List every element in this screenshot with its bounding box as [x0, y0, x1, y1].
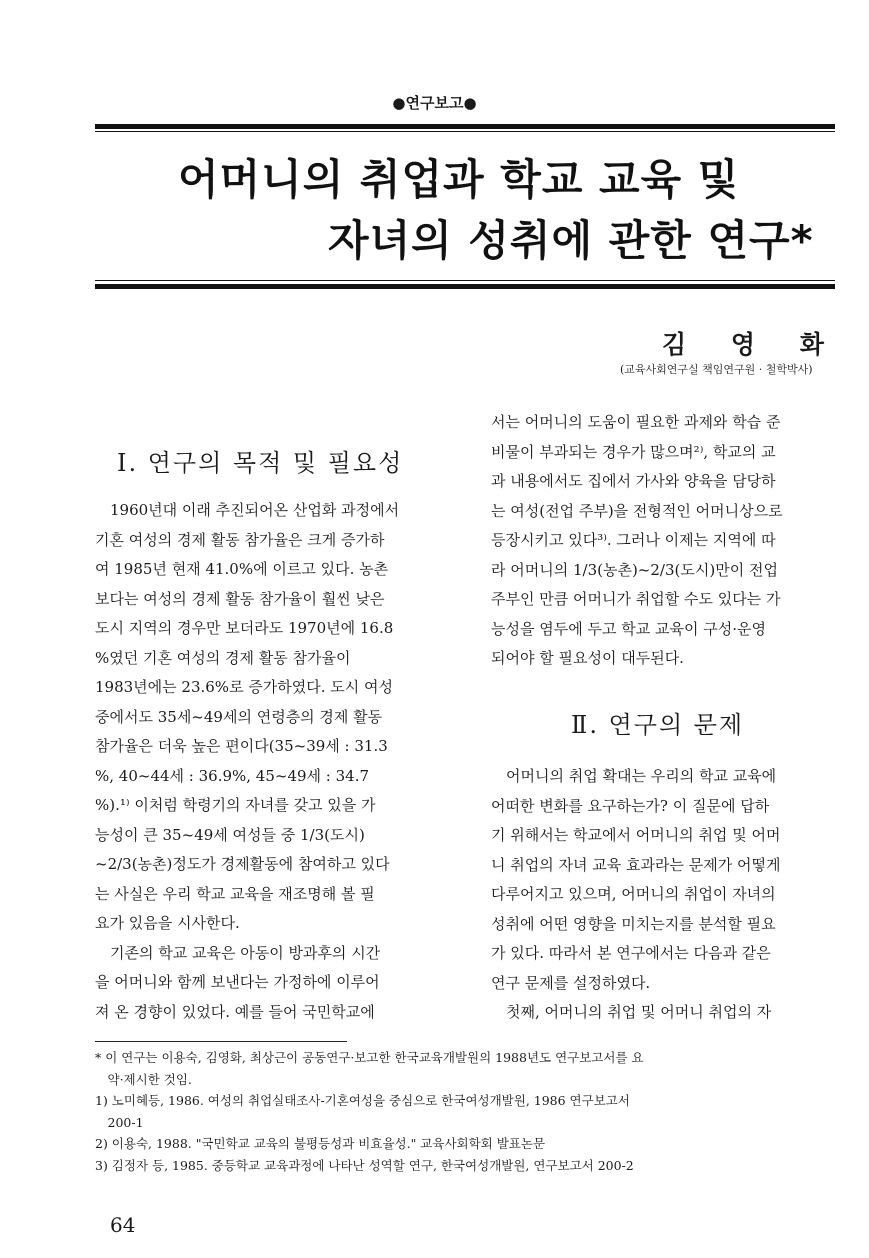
text-line: 능성을 염두에 두고 학교 교육이 구성·운영: [491, 619, 766, 638]
text-line: 되어야 할 필요성이 대두된다.: [491, 649, 684, 667]
text-line: 1960년대 이래 추진되어온 산업화 과정에서: [95, 501, 400, 519]
top-rule-thick: [95, 124, 835, 129]
section-1-heading: Ⅰ. 연구의 목적 및 필요성: [117, 449, 404, 477]
text-line: 참가율은 더욱 높은 편이다(35~39세 : 31.3: [95, 737, 388, 755]
section-label: ●연구보고●: [392, 94, 477, 112]
text-line: 라 어머니의 1/3(농촌)~2/3(도시)만이 전업: [491, 560, 778, 579]
text-line: 을 어머니와 함께 보낸다는 가정하에 이루어: [95, 973, 380, 991]
text-line: 니 취업의 자녀 교육 효과라는 문제가 어떻게: [491, 855, 781, 874]
title-line-2: 자녀의 성취에 관한 연구*: [328, 216, 814, 265]
footnote-line: 2) 이용숙, 1988. "국민학교 교육의 불평등성과 비효율성." 교육사회학회 발표논문: [95, 1136, 546, 1151]
footnote-line: * 이 연구는 이용숙, 김영화, 최상근이 공동연구·보고한 한국교육개발원의 1988년도 연구보고서를 요: [95, 1050, 644, 1065]
left-column: [95, 496, 443, 1027]
section-2-heading: Ⅱ. 연구의 문제: [571, 711, 745, 739]
footnote-line: 약·제시한 것임.: [95, 1071, 192, 1087]
text-line: 중에서도 35세~49세의 연령층의 경제 활동: [95, 707, 383, 726]
text-line: 능성이 큰 35~49세 여성들 중 1/3(도시): [95, 825, 365, 844]
bottom-rule-thick: [95, 284, 835, 289]
text-line: 연구 문제를 설정하였다.: [491, 973, 651, 992]
title-line-1: 어머니의 취업과 학교 교육 및: [178, 155, 740, 204]
top-rule-thin: [95, 131, 835, 132]
footnote-divider: [95, 1041, 347, 1042]
text-line: 다루어지고 있으며, 어머니의 취업이 자녀의: [491, 885, 776, 903]
text-line: 져 온 경향이 있었다. 예를 들어 국민학교에: [95, 1002, 375, 1021]
text-line: 기혼 여성의 경제 활동 참가율은 크게 증가하: [95, 530, 385, 549]
text-line: 어떠한 변화를 요구하는가? 이 질문에 답하: [491, 796, 770, 815]
footnotes: [95, 1047, 835, 1176]
text-line: 보다는 여성의 경제 활동 참가율이 훨씬 낮은: [95, 589, 385, 608]
footnote-line: 200-1: [95, 1114, 144, 1130]
text-line: 성취에 어떤 영향을 미치는지를 분석할 필요: [491, 914, 776, 933]
text-line: 과 내용에서도 집에서 가사와 양육을 담당하: [491, 472, 776, 490]
text-line: 기존의 학교 교육은 아동이 방과후의 시간: [95, 943, 381, 962]
text-line: 등장시키고 있다³⁾. 그러나 이제는 지역에 따: [491, 531, 776, 549]
right-column-bottom: [491, 762, 839, 1028]
text-line: 는 사실은 우리 학교 교육을 재조명해 볼 필: [95, 884, 375, 903]
text-line: %).¹⁾ 이처럼 학령기의 자녀를 갖고 있을 가: [95, 796, 376, 814]
text-line: 주부인 만큼 어머니가 취업할 수도 있다는 가: [491, 590, 781, 608]
text-line: %였던 기혼 여성의 경제 활동 참가율이: [95, 648, 351, 667]
text-line: %, 40~44세 : 36.9%, 45~49세 : 34.7: [95, 766, 370, 785]
text-line: 도시 지역의 경우만 보더라도 1970년에 16.8: [95, 619, 394, 637]
footnote-line: 1) 노미혜등, 1986. 여성의 취업실태조사-기혼여성을 중심으로 한국여성개발원, 1986 연구보고서: [95, 1093, 630, 1108]
text-line: 첫째, 어머니의 취업 및 어머니 취업의 자: [491, 1003, 772, 1021]
text-line: 어머니의 취업 확대는 우리의 학교 교육에: [491, 767, 777, 785]
text-line: ~2/3(농촌)정도가 경제활동에 참여하고 있다: [95, 855, 390, 873]
author-affiliation: (교육사회연구실 책임연구원 · 철학박사): [620, 363, 813, 376]
footnote-line: 3) 김정자 등, 1985. 중등학교 교육과정에 나타난 성역할 연구, 한국여성개발원, 연구보고서 200-2: [95, 1157, 634, 1173]
text-line: 1983년에는 23.6%로 증가하였다. 도시 여성: [95, 678, 394, 696]
text-line: 비물이 부과되는 경우가 많으며²⁾, 학교의 교: [491, 442, 776, 461]
text-line: 요가 있음을 시사한다.: [95, 914, 240, 932]
text-line: 여 1985년 현재 41.0%에 이르고 있다. 농촌: [95, 560, 389, 578]
text-line: 서는 어머니의 도움이 필요한 과제와 학습 준: [491, 413, 781, 431]
page-number: 64: [110, 1213, 136, 1237]
text-line: 는 여성(전업 주부)을 전형적인 어머니상으로: [491, 501, 783, 520]
text-line: 가 있다. 따라서 본 연구에서는 다음과 같은: [491, 944, 771, 962]
bottom-rule-thin: [95, 280, 835, 281]
right-column-top: [491, 408, 839, 674]
author-name: 김 영 화: [662, 330, 842, 359]
text-line: 기 위해서는 학교에서 어머니의 취업 및 어머: [491, 826, 781, 844]
